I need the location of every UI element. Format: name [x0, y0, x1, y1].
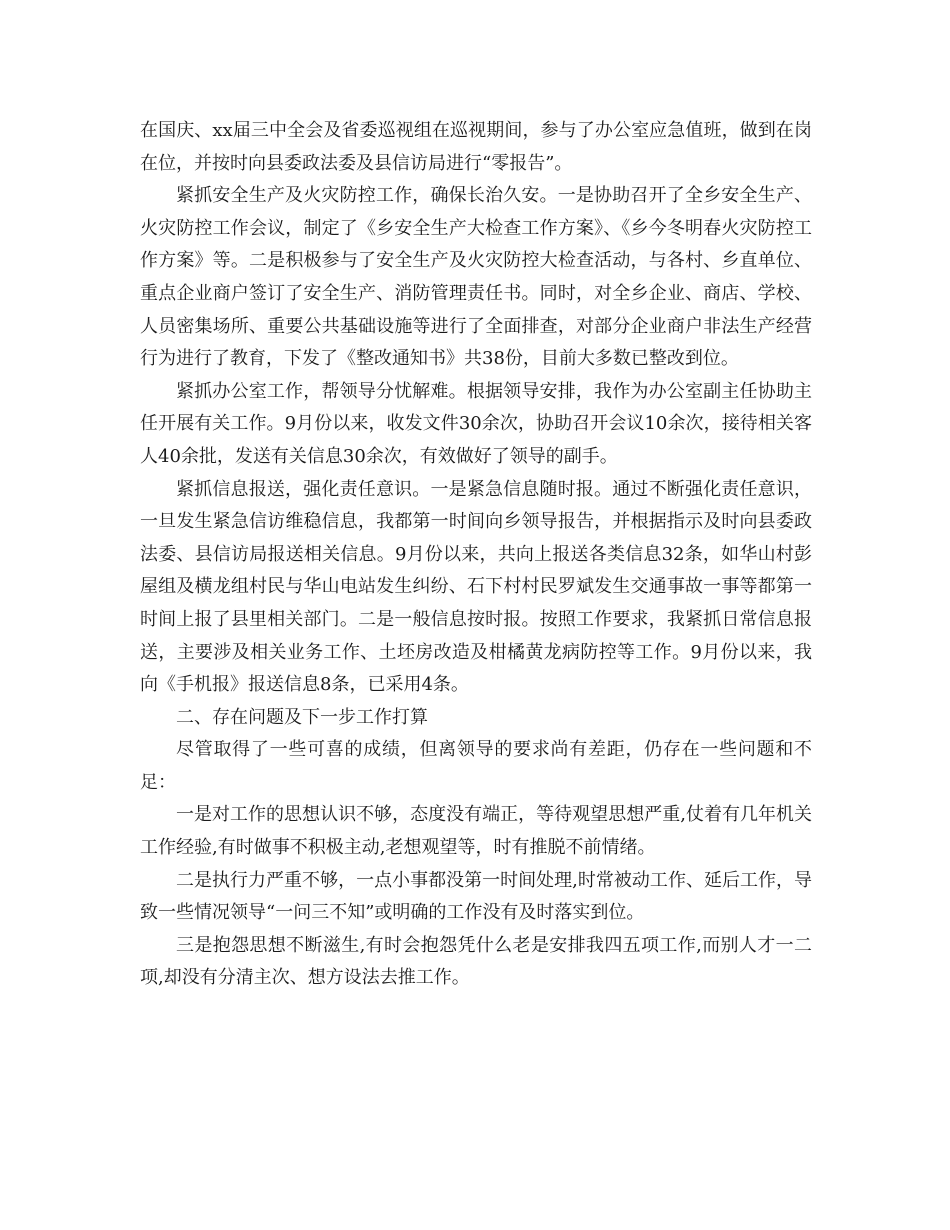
paragraph-7: 一是对工作的思想认识不够，态度没有端正，等待观望思想严重,仗着有几年机关工作经验,有时做事不积极主动,老想观望等，时有推脱不前情绪。	[140, 804, 812, 859]
paragraph-3: 紧抓办公室工作，帮领导分忧解难。根据领导安排，我作为办公室副主任协助主任开展有关工作。9月份以来，收发文件30余次，协助召开会议10余次，接待相关客人40余批，发送有关信息30余次，有效做好了领导的副手。	[140, 380, 812, 467]
document-body	[140, 115, 812, 995]
paragraph-6: 尽管取得了一些可喜的成绩，但离领导的要求尚有差距，仍存在一些问题和不足：	[140, 739, 812, 793]
paragraph-2: 紧抓安全生产及火灾防控工作，确保长治久安。一是协助召开了全乡安全生产、火灾防控工作会议，制定了《乡安全生产大检查工作方案》、《乡今冬明春火灾防控工作方案》等。二是积极参与了安全生产及火灾防控大检查活动，与各村、乡直单位、重点企业商户签订了安全生产、消防管理责任书。同时，对全乡企业、商店、学校、人员密集场所、重要公共基础设施等进行了全面排查，对部分企业商户非法生产经营行为进行了教育，下发了《整改通知书》共38份，目前大多数已整改到位。	[140, 185, 812, 370]
paragraph-1: 在国庆、xx届三中全会及省委巡视组在巡视期间，参与了办公室应急值班，做到在岗在位，并按时向县委政法委及县信访局进行“零报告”。	[140, 120, 812, 174]
section-heading: 二、存在问题及下一步工作打算	[176, 706, 428, 728]
paragraph-8: 二是执行力严重不够，一点小事都没第一时间处理,时常被动工作、延后工作，导致一些情况领导“一问三不知”或明确的工作没有及时落实到位。	[140, 869, 812, 924]
paragraph-4: 紧抓信息报送，强化责任意识。一是紧急信息随时报。通过不断强化责任意识，一旦发生紧急信访维稳信息，我都第一时间向乡领导报告，并根据指示及时向县委政法委、县信访局报送相关信息。9月份以来，共向上报送各类信息32条，如华山村彭屋组及横龙组村民与华山电站发生纠纷、石下村村民罗斌发生交通事故一事等都第一时间上报了县里相关部门。二是一般信息按时报。按照工作要求，我紧抓日常信息报送，主要涉及相关业务工作、土坯房改造及柑橘黄龙病防控等工作。9月份以来，我向《手机报》报送信息8条，已采用4条。	[140, 478, 812, 696]
paragraph-9: 三是抱怨思想不断滋生,有时会抱怨凭什么老是安排我四五项工作,而别人才一二项,却没有分清主次、想方设法去推工作。	[140, 934, 812, 989]
